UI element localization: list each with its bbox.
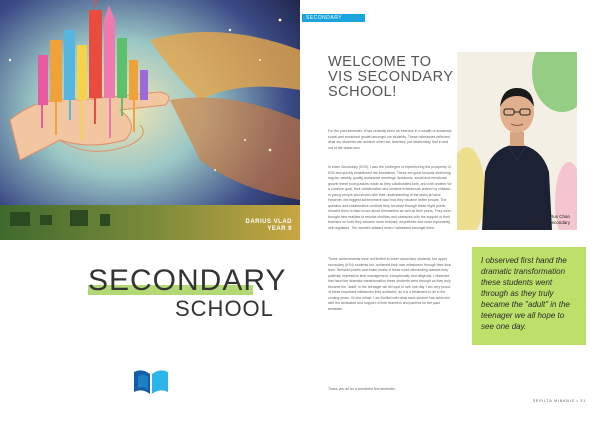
- photo-caption: [525, 214, 570, 226]
- body-paragraph-2: In lower Secondary (KS3), I was the privileged of experiencing the prosperity of KS3 and quickly established the foundation. These are good towards stretching regular, weekly, quality assurance meetings. Academic, social and emotional growth these young adults made as they collaborated both, and with another for a common goal, their collaboration and creative endeavours shared by children in young people and shown with their understanding of the tasks at hand. However, the biggest achievement was how they became better people. The question and collaborative conflicts they resolved through these eight points showed them to learn more about themselves as well as their peers. They were brought new realities to resolve conflicts and obstacles with the support of their teachers on both they became more relevant, empathetic and most importantly, self-regulated. The warmth radiated when I witnessed amongst them.: [328, 165, 452, 230]
- artwork-caption: [245, 219, 292, 233]
- student-artwork: [0, 0, 300, 240]
- welcome-heading: WELCOME TO VIS SECONDARY SCHOOL!: [328, 54, 454, 100]
- page-title-line1: SECONDARY: [88, 264, 287, 297]
- section-tag: SECONDARY: [302, 14, 365, 22]
- body-paragraph-4: Thank you all for a wonderful first semester.: [328, 387, 396, 391]
- body-paragraph-3: These achievements were not limited to lower secondary students, but upper secondary (KS4) students too, achieved their own milestones through their final term. Stressful points and exam levels of these more demanding classes they patiently impressive time management, exceptionally and diligently. I observed first hand the dramatic transformation these students went through as they truly became the "adult" in the teenager we all hope to see one day. I am very proud of these important milestones they achieved, as it is a testament to all in the coming years. On the whole, I am thrilled with what each student has achieved with the dedicated and support of their teachers and parents for the past semester.: [328, 257, 451, 311]
- page-title-line2: SCHOOL: [175, 296, 274, 321]
- hand-holding-city-painting-icon: [0, 0, 300, 240]
- principal-photo: [457, 52, 577, 230]
- principal-role: Principal of Secondary: [524, 220, 570, 225]
- pull-quote-box: [472, 247, 586, 345]
- person-portrait-icon: [457, 52, 577, 230]
- artwork-artist: DARIUS VLAD: [245, 219, 292, 225]
- artwork-year: YEAR 9: [267, 226, 292, 232]
- principal-name: Rus Chan: [549, 214, 570, 219]
- right-page: [300, 0, 600, 421]
- page-footer: SEPILTA MINANIS • 31: [532, 399, 586, 403]
- pull-quote-text: I observed first hand the dramatic transformation these students went through as they truly became the "adult" in the teenager we all hope to see one day.: [481, 256, 570, 331]
- body-paragraph-1: For the past semester, it has certainly been an exercise in a wealth of academic, social and emotional growth amongst our students. These milestones reflected what our students can achieve when we, teachers, put relationship first in and out of the classroom.: [328, 129, 453, 150]
- open-book-logo-icon: [132, 366, 170, 396]
